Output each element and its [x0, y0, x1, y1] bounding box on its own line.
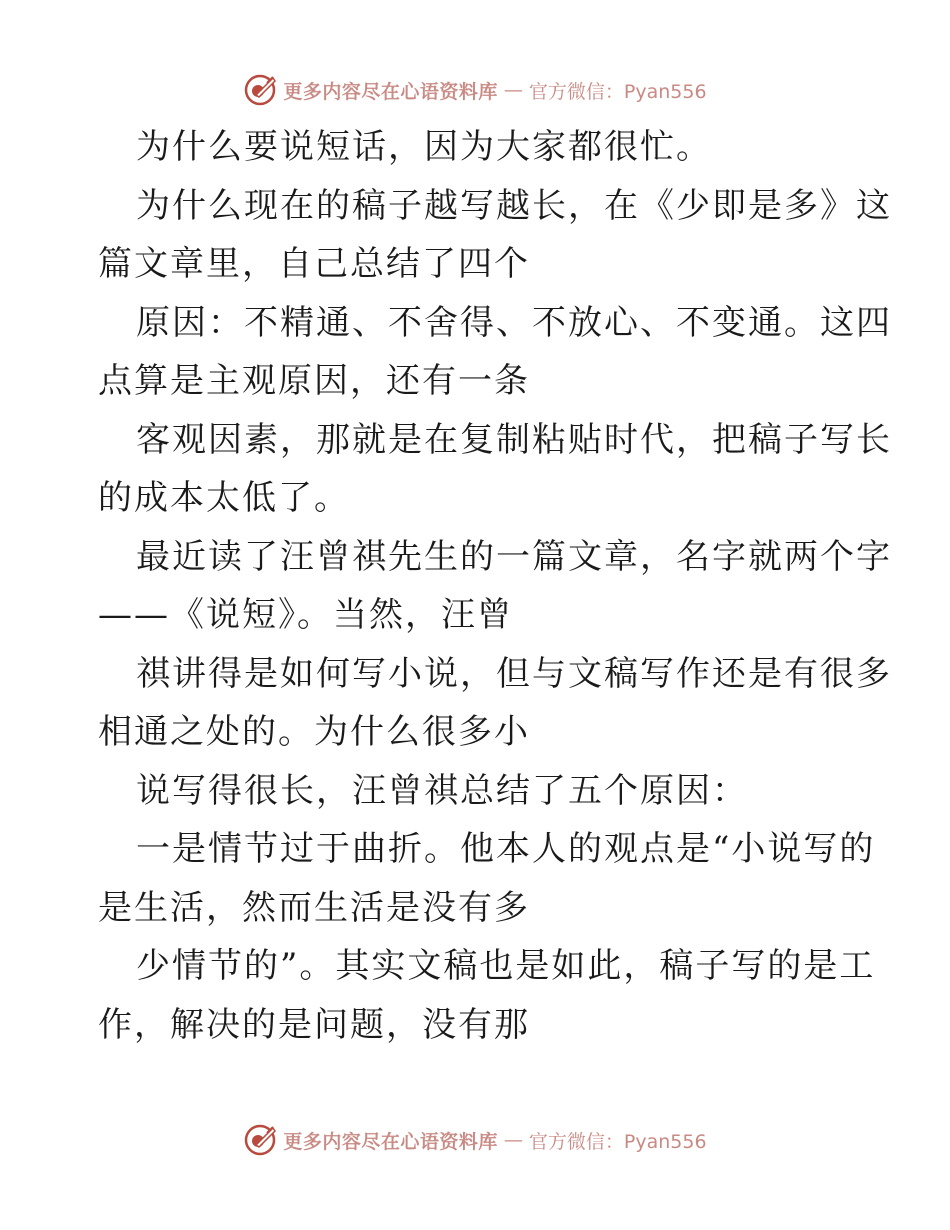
- text-line: 为什么现在的稿子越写越长，在《少即是多》这: [136, 185, 892, 226]
- watermark-footer: [0, 1120, 950, 1160]
- text-line: 是生活，然而生活是没有多: [98, 887, 530, 928]
- text-line: 客观因素，那就是在复制粘贴时代，把稿子写长: [136, 419, 892, 460]
- watermark-dash: —: [503, 1129, 523, 1151]
- text-line: 原因：不精通、不舍得、不放心、不变通。这四: [136, 302, 892, 343]
- watermark-brand: 更多内容尽在心语资料库: [283, 80, 498, 103]
- text-line: ——《说短》。当然，汪曾: [98, 595, 513, 635]
- text-line: 最近读了汪曾祺先生的一篇文章，名字就两个字: [136, 536, 892, 577]
- text-line: 点算是主观原因，还有一条: [98, 361, 530, 401]
- quill-seal-icon: [243, 1123, 277, 1157]
- document-body: [98, 118, 892, 1054]
- text-line: 为什么要说短话，因为大家都很忙。: [136, 127, 712, 167]
- text-line: 的成本太低了。: [98, 478, 350, 518]
- watermark-header: [0, 70, 950, 110]
- text-line: 说写得很长，汪曾祺总结了五个原因：: [136, 770, 748, 811]
- watermark-dash: —: [503, 79, 523, 101]
- text-line: 少情节的”。其实文稿也是如此，稿子写的是工: [136, 946, 876, 986]
- watermark-official: 官方微信：Pyan556: [528, 1130, 707, 1153]
- text-line: 篇文章里，自己总结了四个: [98, 244, 530, 284]
- text-line: 作，解决的是问题，没有那: [98, 1004, 530, 1045]
- text-line: 一是情节过于曲折。他本人的观点是“小说写的: [136, 829, 876, 869]
- quill-seal-icon: [243, 73, 277, 107]
- watermark-brand: 更多内容尽在心语资料库: [283, 1130, 498, 1153]
- watermark-official: 官方微信：Pyan556: [528, 80, 707, 103]
- text-line: 祺讲得是如何写小说，但与文稿写作还是有很多: [136, 653, 892, 694]
- text-line: 相通之处的。为什么很多小: [98, 712, 530, 752]
